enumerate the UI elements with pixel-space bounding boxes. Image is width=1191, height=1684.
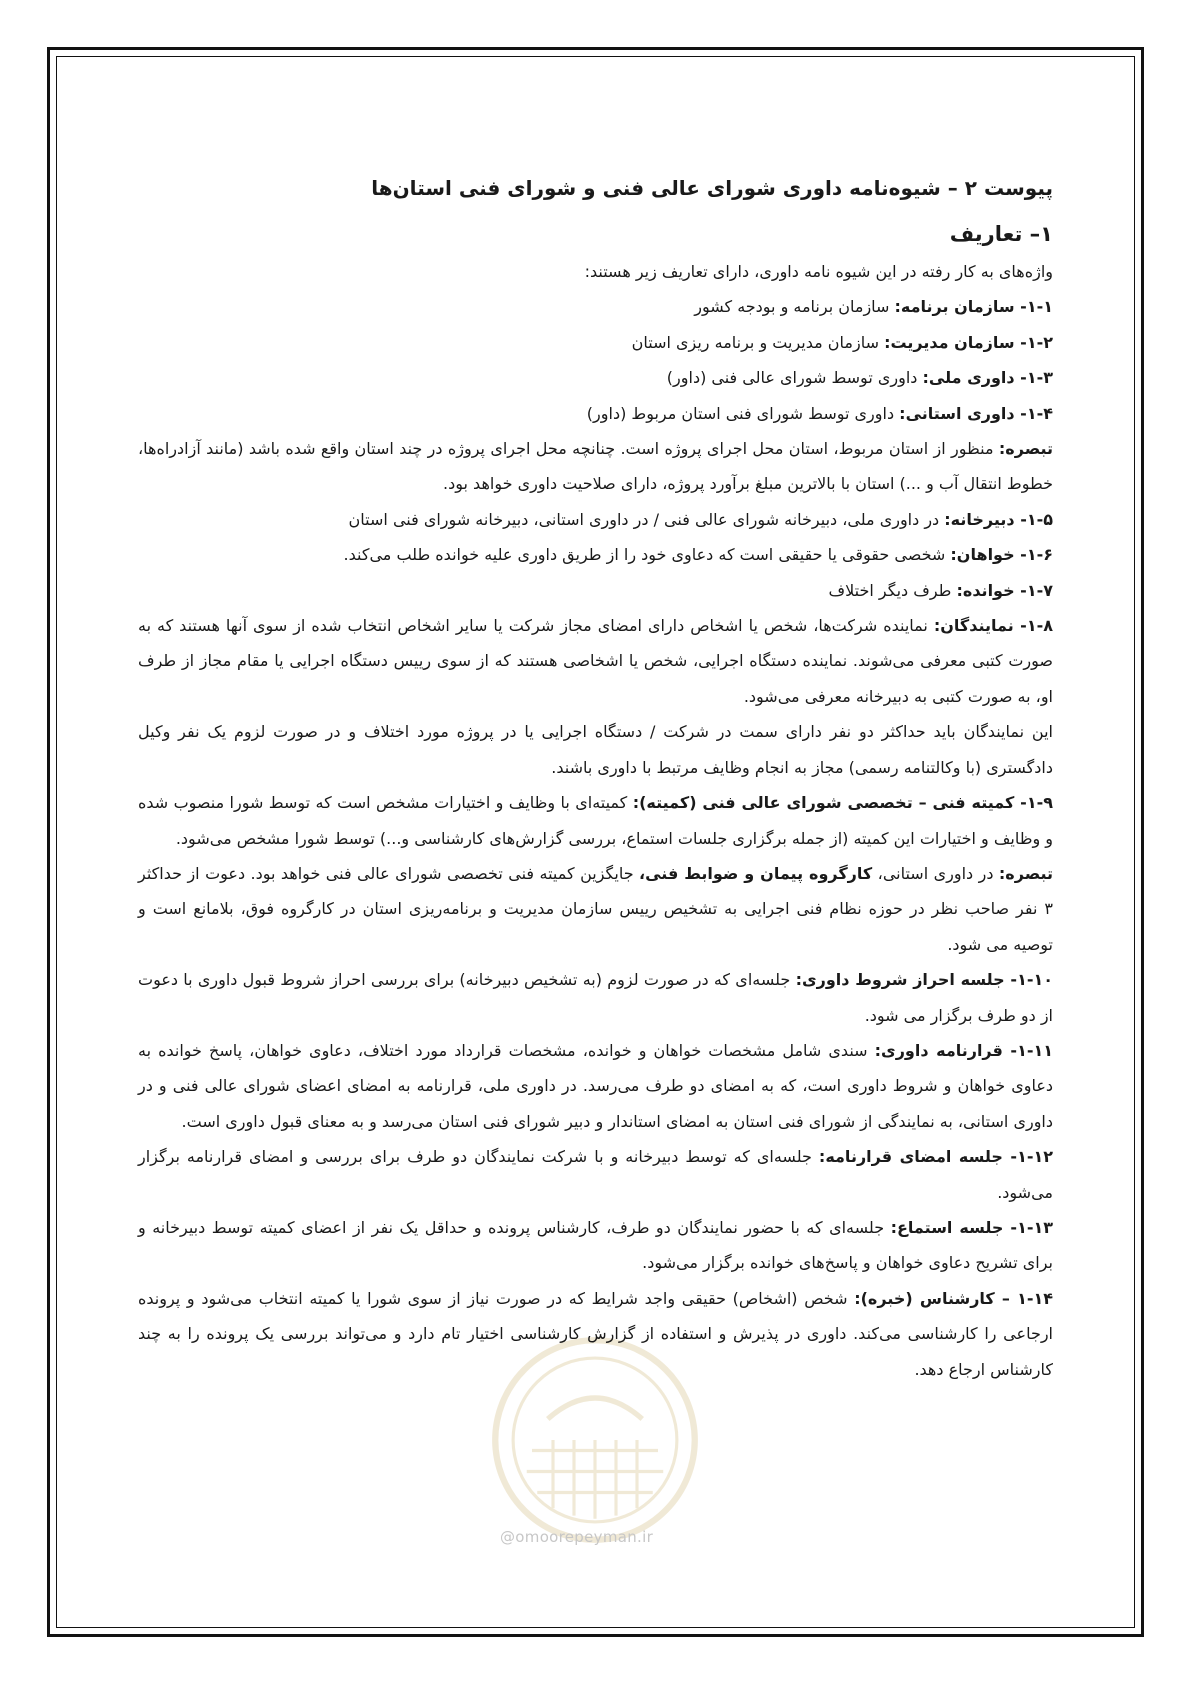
definition-item: ۱-۲- سازمان مدیریت: سازمان مدیریت و برنامه ریزی استان [631,332,1053,352]
definition-item: ۱-۱۴ – کارشناس (خبره): شخص (اشخاص) حقیقی واجد شرایط که در صورت نیاز از سوی شورا یا کمیته انتخاب می‌شود و پرونده ارجاعی را کارشناسی می‌کند. داوری در پذیرش و استفاده از گزارش کارشناسی اختیار تام دارد و می‌تواند بررسی یک پرونده را به چند کارشناس ارجاع دهد. [138,1288,1053,1379]
definition-item: ۱-۴- داوری استانی: داوری توسط شورای فنی استان مربوط (داور) [586,403,1053,423]
section-heading: ۱– تعاریف [949,222,1053,246]
definition-item: ۱-۱۰- جلسه احراز شروط داوری: جلسه‌ای که در صورت لزوم (به تشخیص دبیرخانه) برای بررسی احراز شروط قبول داوری با دعوت از دو طرف برگزار می شود. [138,970,1053,1025]
definition-item: ۱-۹- کمیته فنی – تخصصی شورای عالی فنی (کمیته): کمیته‌ای با وظایف و اختیارات مشخص است که توسط شورا منصوب شده و وظایف و اختیارات این کمیته (از جمله برگزاری جلسات استماع، بررسی گزارش‌های کارشناسی و...) توسط شورا مشخص می‌شود. [138,793,1053,848]
document-body [138,168,1053,1387]
definition-item: ۱-۶- خواهان: شخصی حقوقی یا حقیقی است که دعاوی خود را از طریق داوری علیه خوانده طلب می‌کند. [343,545,1053,565]
definition-item: ۱-۸- نمایندگان: نماینده شرکت‌ها، شخص یا اشخاص دارای امضای مجاز شرکت یا سایر اشخاص انتخاب شده از سوی آنها هستند که به صورت کتبی معرفی می‌شوند. نماینده دستگاه اجرایی، شخص یا اشخاصی هستند که از سوی رییس دستگاه اجرایی یا مقام مجاز از طرف او، به صورت کتبی به دبیرخانه معرفی می‌شود. [138,616,1053,706]
watermark-text: @omoorepeyman.ir [500,1528,654,1546]
definition-item: ۱-۷- خوانده: طرف دیگر اختلاف [828,580,1053,600]
definition-item: ۱-۱۲- جلسه امضای قرارنامه: جلسه‌ای که توسط دبیرخانه و با شرکت نمایندگان دو طرف برای بررسی و امضای قرارنامه برگزار می‌شود. [138,1147,1054,1202]
representatives-paragraph: این نمایندگان باید حداکثر دو نفر دارای سمت در شرکت / دستگاه اجرایی یا در پروژه مورد اختلاف و در صورت لزوم یک نفر وکیل دادگستری (با وکالتنامه رسمی) مجاز به انجام وظایف مرتبط با داوری باشند. [138,722,1053,777]
definition-item: ۱-۵- دبیرخانه: در داوری ملی، دبیرخانه شورای عالی فنی / در داوری استانی، دبیرخانه شورای فنی استان [348,509,1053,529]
definition-item: ۱-۱- سازمان برنامه: سازمان برنامه و بودجه کشور [694,297,1053,317]
definition-item: ۱-۳- داوری ملی: داوری توسط شورای عالی فنی (داور) [666,368,1053,388]
definition-item: ۱-۱۱- قرارنامه داوری: سندی شامل مشخصات خواهان و خوانده، مشخصات قرارداد مورد اختلاف، دعاوی خواهان، پاسخ خوانده به دعاوی خواهان و شروط داوری است، که به امضای دو طرف می‌رسد. در داوری ملی، قرارنامه به امضای اعضای شورای عالی فنی و در داوری استانی، به نمایندگی از شورای فنی استان به امضای استاندار و دبیر شورای فنی استان می‌رسد و به معنای قبول داوری است. [138,1040,1053,1131]
note-paragraph: تبصره: منظور از استان مربوط، استان محل اجرای پروژه است. چنانچه محل اجرای پروژه در چند استان واقع شده باشد (مانند آزادراه‌ها، خطوط انتقال آب و ...) استان با بالاترین مبلغ برآورد پروژه، دارای صلاحیت داوری خواهد بود. [138,439,1053,494]
page-title: پیوست ۲ – شیوه‌نامه داوری شورای عالی فنی و شورای فنی استان‌ها [371,176,1053,200]
intro-paragraph: واژه‌های به کار رفته در این شیوه نامه داوری، دارای تعاریف زیر هستند: [584,262,1053,281]
definition-item: ۱-۱۳- جلسه استماع: جلسه‌ای که با حضور نمایندگان دو طرف، کارشناس پرونده و حداقل یک نفر از اعضای کمیته توسط دبیرخانه و برای تشریح دعاوی خواهان و پاسخ‌های خوانده برگزار می‌شود. [138,1217,1054,1273]
note-paragraph: تبصره: در داوری استانی، کارگروه پیمان و ضوابط فنی، جایگزین کمیته فنی تخصصی شورای عالی فنی خواهد بود. دعوت از حداکثر ۳ نفر صاحب نظر در حوزه نظام فنی اجرایی به تشخیص رییس سازمان مدیریت و برنامه‌ریزی استان در کارگروه فوق، بلامانع است و توصیه می شود. [138,863,1054,954]
